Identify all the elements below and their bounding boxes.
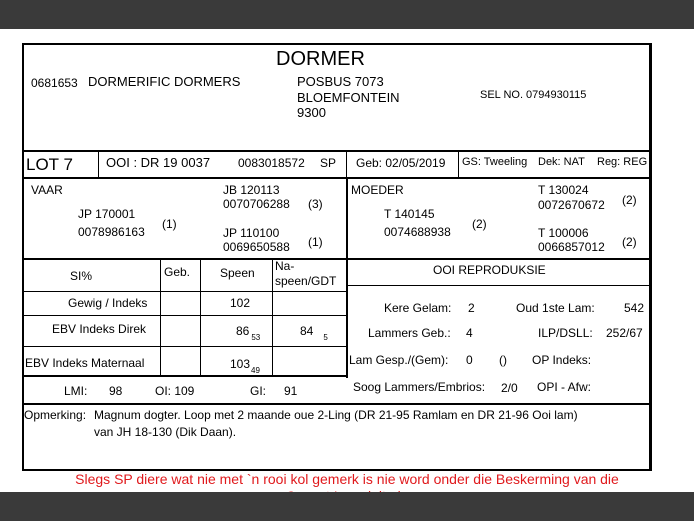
moeder-sire-grade: (2) (622, 193, 637, 207)
col-naspeen: Na- speen/GDT (275, 259, 337, 288)
col-geb: Geb. (164, 265, 191, 279)
lmi-value: 98 (109, 384, 123, 398)
moeder-dam-id: T 100006 (538, 226, 589, 240)
gs-field: GS: Tweeling (462, 156, 528, 168)
divider (22, 346, 346, 347)
row-ebv-direct-speen: 86 $_{53}$ (236, 324, 261, 342)
gi-value: 91 (284, 384, 298, 398)
breed-title: DORMER (276, 48, 365, 70)
divider (346, 151, 347, 178)
row-ebv-direct-label: EBV Indeks Direk (52, 322, 147, 336)
lammers-label: Lammers Geb.: (368, 326, 451, 340)
vaar-sire-id: JB 120113 (223, 183, 280, 197)
divider (22, 150, 652, 152)
vaar-dam-number: 0069650588 (223, 240, 290, 254)
divider (98, 151, 99, 178)
moeder-sire-id: T 130024 (538, 183, 589, 197)
divider (22, 403, 652, 405)
gi-label: GI: (250, 384, 267, 398)
divider (272, 259, 273, 376)
divider (160, 259, 161, 376)
divider (22, 258, 652, 260)
lammers-value: 4 (466, 326, 473, 340)
oud-label: Oud 1ste Lam: (516, 301, 595, 315)
vaar-id: JP 170001 (78, 207, 136, 221)
row-ebv-maternal-speen: $103_{49}$ (230, 357, 260, 375)
divider (346, 285, 652, 286)
divider (346, 178, 348, 378)
soog-label: Soog Lammers/Embrios: (353, 380, 486, 394)
moeder-sire-number: 0072670672 (538, 198, 605, 212)
moeder-dam-grade: (2) (622, 235, 637, 249)
gesp-value: 0 (466, 353, 473, 367)
col-si: SI% (70, 269, 93, 283)
soog-value: 2/0 (501, 381, 518, 395)
vaar-number: 0078986163 (78, 225, 145, 239)
divider (200, 259, 201, 376)
ilp-value: 252/67 (606, 326, 643, 340)
gesp-average: () (499, 353, 507, 367)
grade-sp: SP (320, 156, 337, 170)
divider (22, 315, 346, 316)
oi-value: OI: 109 (155, 384, 195, 398)
animal-number: 0083018572 (238, 156, 305, 170)
lmi-label: LMI: (64, 384, 88, 398)
vaar-dam-grade: (1) (308, 235, 323, 249)
breeder-number: 0681653 (31, 76, 78, 90)
address-line-1: POSBUS 7073 (297, 74, 384, 89)
repro-title: OOI REPRODUKSIE (433, 263, 546, 277)
lot-number: LOT 7 (26, 155, 73, 174)
moeder-dam-number: 0066857012 (538, 240, 605, 254)
ooi-id: OOI : DR 19 0037 (106, 155, 211, 170)
divider (22, 291, 346, 292)
lot-card (22, 43, 652, 471)
divider (22, 177, 652, 179)
oud-value: 542 (624, 301, 645, 315)
vaar-label: VAAR (31, 183, 63, 197)
breeder-name: DORMERIFIC DORMERS (88, 74, 241, 89)
bottom-bar (0, 492, 694, 521)
ilp-label: ILP/DSLL: (538, 326, 593, 340)
row-weight-label: Gewig / Indeks (68, 296, 148, 310)
reg-field: Reg: REG (597, 156, 648, 168)
remark-line-1: Magnum dogter. Loop met 2 maande oue 2-Ling (DR 21-95 Ramlam en DR 21-96 Ooi lam) (94, 408, 578, 422)
kere-label: Kere Gelam: (384, 301, 452, 315)
address-line-3: 9300 (297, 105, 326, 120)
dek-field: Dek: NAT (538, 156, 585, 168)
top-bar (0, 0, 694, 29)
row-ebv-direct-naspeen: 84 $_5$ (300, 324, 328, 342)
cell-number: SEL NO. 0794930115 (480, 89, 587, 101)
vaar-grade: (1) (162, 217, 177, 231)
address-line-2: BLOEMFONTEIN (297, 90, 400, 105)
divider (458, 151, 459, 178)
row-ebv-maternal-label: EBV Indeks Maternaal (25, 356, 145, 370)
col-speen: Speen (220, 266, 255, 280)
vaar-sire-grade: (3) (308, 197, 323, 211)
caveat-notice-line-1: Slegs SP diere wat nie met `n rooi kol gemerk is nie word onder die Beskerming van die (75, 471, 619, 487)
remark-label: Opmerking: (24, 408, 87, 422)
row-weight-speen: 102 (230, 296, 251, 310)
kere-value: 2 (468, 301, 475, 315)
gesp-label: Lam Gesp./(Gem): (349, 353, 449, 367)
birth-date: Geb: 02/05/2019 (356, 156, 446, 170)
opi-label: OPI - Afw: (537, 380, 592, 394)
op-label: OP Indeks: (532, 353, 592, 367)
moeder-grade: (2) (472, 217, 487, 231)
remark-line-2: van JH 18-130 (Dik Daan). (94, 425, 237, 439)
vaar-sire-number: 0070706288 (223, 197, 290, 211)
vaar-dam-id: JP 110100 (223, 226, 280, 240)
moeder-id: T 140145 (384, 207, 435, 221)
moeder-label: MOEDER (351, 183, 404, 197)
divider (22, 375, 346, 377)
moeder-number: 0074688938 (384, 225, 451, 239)
